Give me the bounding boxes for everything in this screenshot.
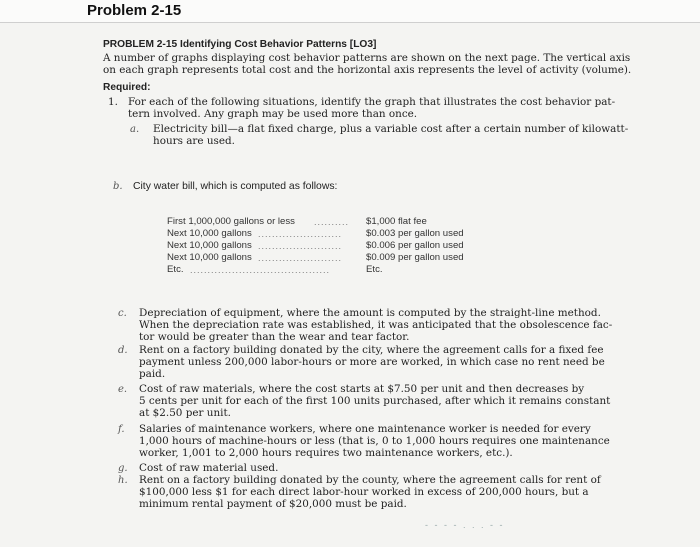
item-c-line-3: tor would be greater than the wear and tear factor.	[139, 331, 410, 343]
item-f-line-2: 1,000 hours of machine-hours or less (that is, 0 to 1,000 hours requires one maintenance	[139, 435, 610, 447]
requirement-line-2: tern involved. Any graph may be used more than once.	[128, 108, 418, 120]
table-row-5-rate: Etc.	[366, 264, 383, 275]
item-e-line-3: at $2.50 per unit.	[139, 407, 231, 419]
item-h-line-1: Rent on a factory building donated by the county, where the agreement calls for rent of	[139, 474, 601, 486]
leader-dots: ........................................	[190, 265, 331, 275]
item-e-line-1: Cost of raw materials, where the cost starts at $7.50 per unit and then decreases by	[139, 383, 585, 395]
item-h-letter: h.	[118, 475, 128, 486]
table-row-2-tier: Next 10,000 gallons	[167, 228, 252, 239]
item-d-line-2: payment unless 200,000 labor-hours or more are worked, in which case no rent need be	[139, 356, 605, 368]
table-row-5-tier: Etc.	[167, 264, 184, 275]
page-bleed-marks: - - - - . . . - -	[425, 520, 505, 530]
item-g-letter: g.	[118, 463, 128, 474]
item-d-line-3: paid.	[139, 368, 166, 380]
table-row-3-rate: $0.006 per gallon used	[366, 240, 464, 251]
item-a-line-1: Electricity bill—a flat fixed charge, plus a variable cost after a certain number of kilowatt-	[153, 123, 629, 135]
item-e-line-2: 5 cents per unit for each of the first 100 units purchased, after which it remains constant	[139, 395, 611, 407]
item-b-line-1: City water bill, which is computed as follows:	[133, 181, 338, 192]
item-a-letter: a.	[130, 124, 140, 135]
item-f-line-3: worker, 1,001 to 2,000 hours requires two maintenance workers, etc.).	[139, 447, 513, 459]
leader-dots: ........................	[258, 229, 343, 239]
table-row-1-rate: $1,000 flat fee	[366, 216, 427, 227]
item-d-letter: d.	[118, 345, 128, 356]
problem-heading: PROBLEM 2-15 Identifying Cost Behavior Patterns [LO3]	[103, 39, 377, 50]
required-label: Required:	[103, 82, 151, 93]
requirement-line-1: For each of the following situations, identify the graph that illustrates the cost behavior pat-	[128, 96, 616, 108]
table-row-4-tier: Next 10,000 gallons	[167, 252, 252, 263]
item-a-line-2: hours are used.	[153, 135, 235, 147]
item-g-line-1: Cost of raw material used.	[139, 462, 279, 474]
intro-line-1: A number of graphs displaying cost behavior patterns are shown on the next page. The vertical axis	[103, 52, 631, 64]
table-row-2-rate: $0.003 per gallon used	[366, 228, 464, 239]
table-row-4-rate: $0.009 per gallon used	[366, 252, 464, 263]
item-c-line-2: When the depreciation rate was established, it was anticipated that the obsolescence fac-	[139, 319, 613, 331]
table-row-3-tier: Next 10,000 gallons	[167, 240, 252, 251]
item-d-line-1: Rent on a factory building donated by the city, where the agreement calls for a fixed fee	[139, 344, 604, 356]
textbook-page	[0, 22, 700, 547]
leader-dots: ..........	[314, 217, 350, 227]
item-f-letter: f.	[118, 424, 125, 435]
problem-tab-header	[0, 0, 700, 23]
item-h-line-3: minimum rental payment of $20,000 must be paid.	[139, 498, 407, 510]
item-h-line-2: $100,000 less $1 for each direct labor-hour worked in excess of 200,000 hours, but a	[139, 486, 589, 498]
intro-line-2: on each graph represents total cost and the horizontal axis represents the level of activity (volume).	[103, 64, 632, 76]
leader-dots: ........................	[258, 241, 343, 251]
item-c-letter: c.	[118, 308, 127, 319]
item-e-letter: e.	[118, 384, 128, 395]
table-row-1-tier: First 1,000,000 gallons or less	[167, 216, 295, 227]
item-c-line-1: Depreciation of equipment, where the amount is computed by the straight-line method.	[139, 307, 601, 319]
item-f-line-1: Salaries of maintenance workers, where one maintenance worker is needed for every	[139, 423, 591, 435]
leader-dots: ........................	[258, 253, 343, 263]
tab-title: Problem 2-15	[87, 2, 182, 19]
item-b-letter: b.	[113, 181, 123, 192]
requirement-number: 1.	[108, 96, 118, 108]
